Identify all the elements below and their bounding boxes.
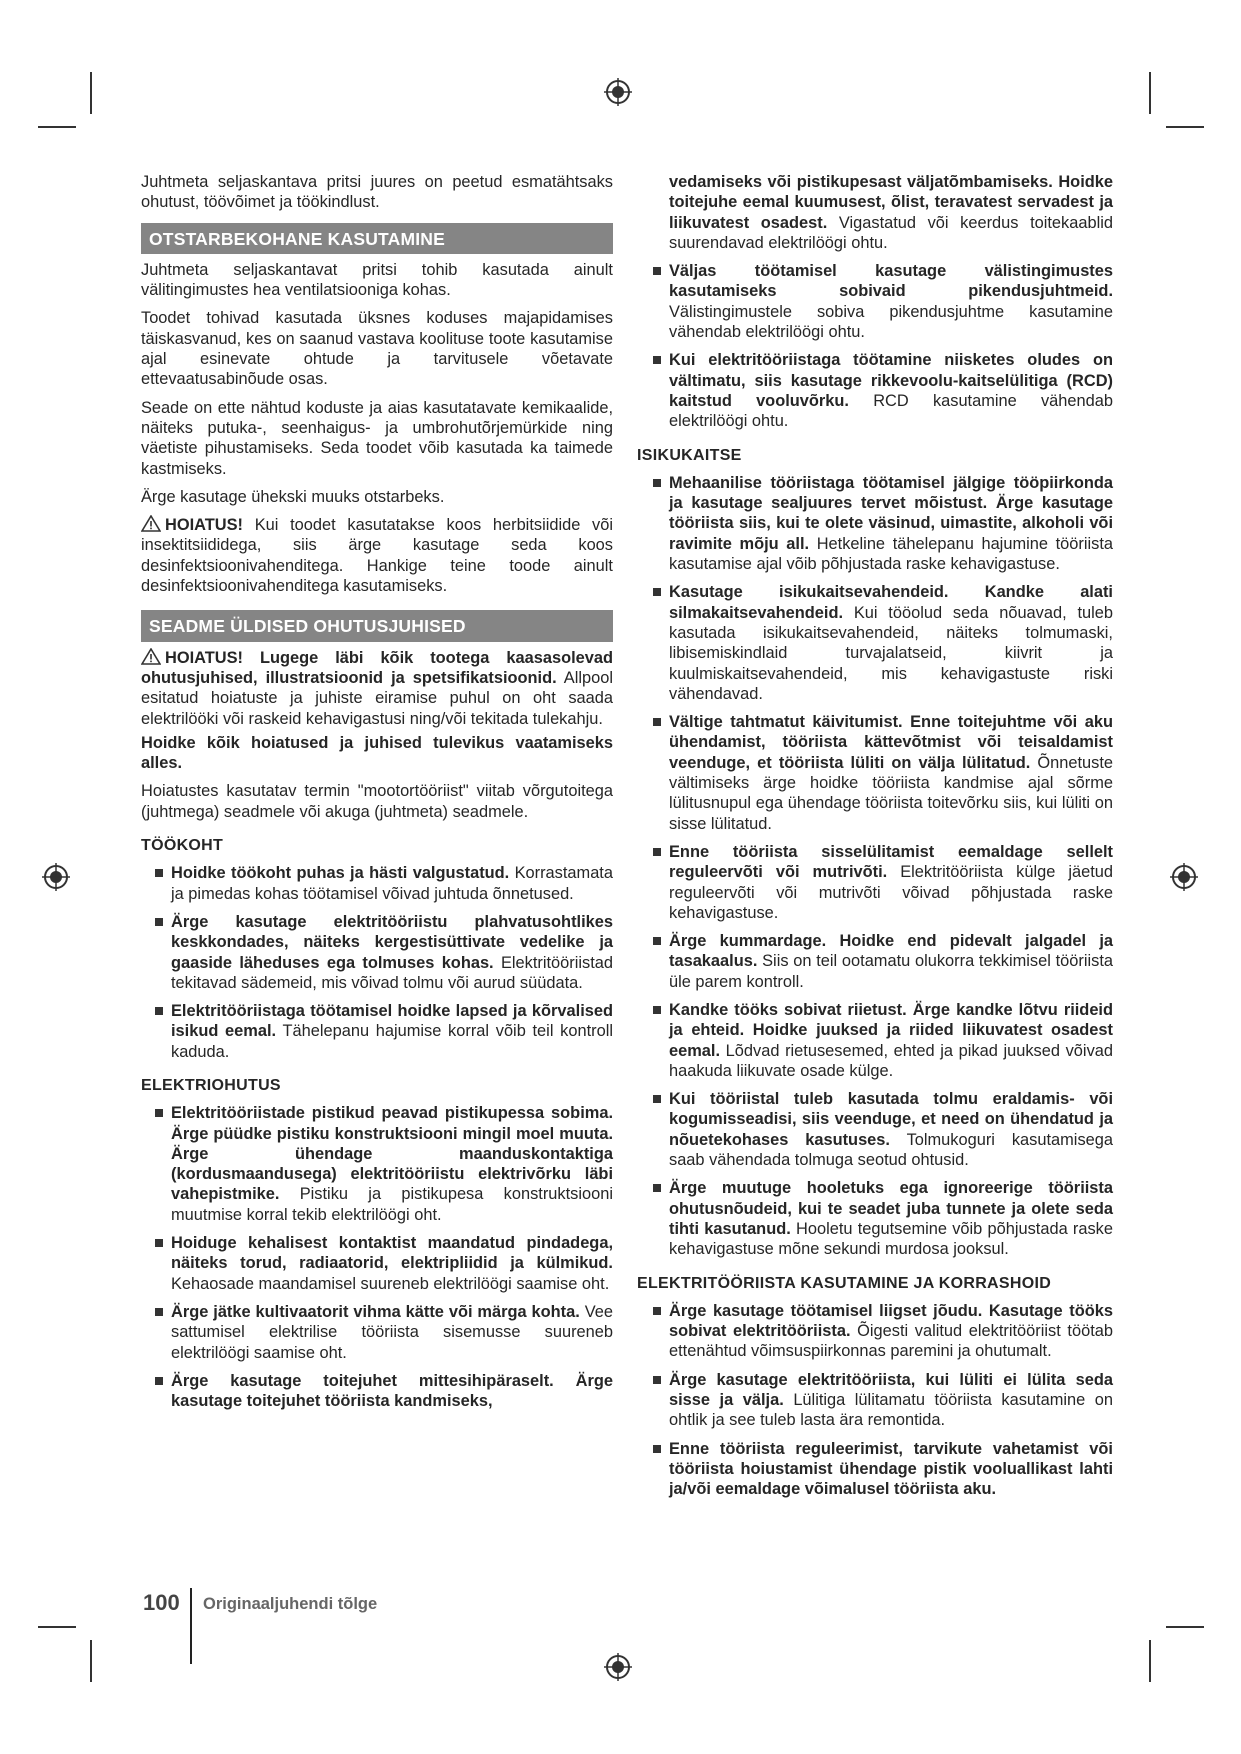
item-text: Õnnetuste vältimiseks ärge hoidke tööriista kandmise ajal sõrme lülitusnupul ega ühendage tööriista toitevõrku siis, kui lüliti on sisse lülitatud.: [669, 753, 1113, 833]
list-item: [637, 582, 1113, 704]
left-column: [141, 172, 613, 1419]
crop-mark: [90, 72, 92, 114]
warning-triangle-icon: [141, 648, 161, 665]
item-bold: Ärge kasutage elektritööriistu plahvatusohtlikes keskkondades, näiteks kergestisüttivate vedelike ja gaaside läheduses ega tolmuses kohas.: [171, 912, 613, 972]
paragraph: Hoiatustes kasutatav termin "mootortööriist" viitab võrgutoitega (juhtmega) seadmele või akuga (juhtmeta) seadmele.: [141, 782, 613, 821]
item-text: Lülitiga lülitamatu tööriista kasutamine on ohtlik ja see tuleb lasta ära remontida.: [669, 1391, 1113, 1430]
warning-label: HOIATUS!: [165, 516, 243, 535]
list-item: [637, 1370, 1113, 1431]
crop-mark: [90, 1640, 92, 1682]
item-text: Hooletu tegutsemine võib põhjustada raske kehavigastuse mõne sekundi murdosa jooksul.: [669, 1219, 1113, 1259]
item-text: Vee sattumisel elektrilise tööriista sisemusse suureneb elektrilöögi saamise oht.: [171, 1302, 613, 1362]
item-bold: Ärge jätke kultivaatorit vihma kätte või märga kohta.: [171, 1302, 580, 1321]
item-text: Välistingimustele sobiva pikendusjuhtme kasutamine vähendab elektrilöögi ohtu.: [669, 302, 1113, 342]
subheading-electrical-safety: ELEKTRIOHUTUS: [141, 1076, 281, 1094]
list-item: [141, 1371, 613, 1412]
list-item: [141, 1302, 613, 1363]
crop-mark: [1149, 1640, 1151, 1682]
registration-mark-icon: [1169, 862, 1199, 892]
item-bold: Ärge muutuge hooletuks ega ignoreerige tööriista ohutusnõudeid, kui te seadet juba tunnete ja olete seda tihti kasutanud.: [669, 1179, 1113, 1238]
paragraph: Juhtmeta seljaskantavat pritsi tohib kasutada ainult välitingimustes hea ventilatsiooniga kohas.: [141, 260, 613, 300]
warning-triangle-icon: [141, 515, 161, 532]
keep-instructions: [141, 733, 613, 774]
subheading-tool-use: ELEKTRITÖÖRIISTA KASUTAMINE JA KORRASHOID: [637, 1274, 1052, 1292]
section-heading-general-safety: SEADME ÜLDISED OHUTUSJUHISED: [141, 610, 613, 641]
crop-mark: [1149, 72, 1151, 114]
keep-instructions-text: Hoidke kõik hoiatused ja juhised tulevikus vaatamiseks alles.: [141, 733, 613, 773]
list-item: [637, 350, 1113, 431]
item-text: Pistiku ja pistikupesa konstruktsiooni muutmise korral tekib elektrilöögi oht.: [171, 1185, 613, 1224]
paragraph: Seade on ette nähtud koduste ja aias kasutatavate kemikaalide, näiteks putuka-, seenhaigus- ja umbrohutõrjemürkide ning väetiste pihustamiseks. Seda toodet võib kasutada ka taimede kastmiseks.: [141, 398, 613, 478]
item-bold: Kui elektritööriistaga töötamine niisketes oludes on vältimatu, siis kasutage rikkevoolu-kaitselülitiga (RCD) kaitstud vooluvõrku.: [669, 351, 1113, 410]
list-item: [141, 863, 613, 904]
item-bold: Ärge kasutage toitejuhet mittesihipäraselt. Ärge kasutage toitejuhet tööriista kandmiseks,: [171, 1371, 613, 1411]
list-item: [637, 1000, 1113, 1081]
warning-label: HOIATUS! Lugege läbi kõik tootega kaasasolevad ohutusjuhised, illustratsioonid ja spetsifikatsioonid.: [141, 648, 613, 687]
item-text: Elektritööriista külge jäetud reguleervõti või mutrivõti võivad põhjustada raske kehavigastuse.: [669, 863, 1113, 922]
footer-divider: [190, 1588, 192, 1664]
item-text: Elektritööriistad tekitavad sädemeid, mis võivad tolmu või aurud süüdata.: [171, 953, 613, 992]
section-heading-intended-use: OTSTARBEKOHANE KASUTAMINE: [141, 223, 613, 254]
paragraph: Ärge kasutage ühekski muuks otstarbeks.: [141, 487, 445, 506]
item-bold: Ärge kasutage elektritööriista, kui lüliti ei lülita seda sisse ja välja.: [669, 1370, 1113, 1410]
item-bold: Mehaanilise tööriistaga töötamisel jälgige tööpiirkonda ja kasutage sealjuures tervet mõistust. Ärge kasutage tööriista siis, kui te olete väsinud, uimastite, alkoholi või ravimite mõju all.: [669, 473, 1113, 553]
item-bold: Ärge kummardage. Hoidke end pidevalt jalgadel ja tasakaalus.: [669, 932, 1113, 971]
warning-text: Kui toodet kasutatakse koos herbitsiidide või insektitsiididega, siis ärge kasutage seda koos desinfektsioonivahenditega. Hankige teine toode ainult desinfektsioonivahenditega kasutamiseks.: [141, 516, 613, 596]
item-bold: vedamiseks või pistikupesast väljatõmbamiseks. Hoidke toitejuhe eemal kuumusest, õlist, teravatest servadest ja liikuvatest osadest.: [669, 173, 1113, 232]
item-text: RCD kasutamine vähendab elektrilöögi ohtu.: [669, 391, 1113, 431]
list-item: [637, 473, 1113, 574]
item-text: Siis on teil ootamatu olukorra tekkimisel tööriista üle parem kontroll.: [669, 952, 1113, 991]
item-text: Korrastamata ja pimedas kohas töötamisel võivad juhtuda õnnetused.: [171, 864, 613, 903]
list-item: [141, 1001, 613, 1062]
item-bold: Hoiduge kehalisest kontaktist maandatud pindadega, näiteks torud, radiaatorid, elektripliidid ja külmikud.: [171, 1234, 613, 1273]
continued-item: [637, 172, 1113, 253]
item-bold: Kandke tööks sobivat riietust. Ärge kandke lõtvu riideid ja ehteid. Hoidke juuksed ja riided liikuvatest osadest eemal.: [669, 1000, 1113, 1060]
list-item: [637, 712, 1113, 834]
paragraph: Toodet tohivad kasutada üksnes koduses majapidamises täiskasvanud, kes on saanud vastava koolituse toote kasutamise ajal esinevate ohtude ja tarvitusele võetavate ettevaatusabinõude osas.: [141, 309, 613, 389]
warning-paragraph: [141, 515, 613, 596]
list-item: [637, 842, 1113, 923]
item-text: Õigesti valitud elektritööriist töötab ettenähtud võimsuspiirkonnas paremini ja ohutumalt.: [669, 1322, 1113, 1361]
item-text: Kehaosade maandamisel suureneb elektrilöögi saamise oht.: [171, 1274, 610, 1293]
item-bold: Elektritööriistade pistikud peavad pistikupessa sobima. Ärge püüdke pistiku konstruktsiooni mingil moel muuta. Ärge ühendage maanduskontaktiga (kordusmaandusega) elektritööriistu elektrivõrku läbi vahepistmike.: [171, 1104, 613, 1204]
item-bold: Kasutage isikukaitsevahendeid. Kandke alati silmakaitsevahendeid.: [669, 583, 1113, 622]
subheading-personal-safety: ISIKUKAITSE: [637, 446, 742, 464]
list-item: [637, 1089, 1113, 1170]
list-item: [637, 261, 1113, 342]
right-column: [637, 172, 1113, 1508]
item-bold: Enne tööriista reguleerimist, tarvikute vahetamist või tööriista hoiustamist ühendage pistik vooluallikast lahti ja/või eemaldage võimalusel tööriista aku.: [669, 1439, 1113, 1499]
item-bold: Hoidke töökoht puhas ja hästi valgustatud.: [171, 864, 510, 883]
item-bold: Väljas töötamisel kasutage välistingimustes kasutamiseks sobivaid pikendusjuhtmeid.: [669, 262, 1113, 301]
crop-mark: [1166, 1626, 1204, 1628]
item-bold: Elektritööriistaga töötamisel hoidke lapsed ja kõrvalised isikud eemal.: [171, 1002, 613, 1041]
item-text: Tolmukoguri kasutamisega saab vähendada tolmuga seotud ohtusid.: [669, 1130, 1113, 1170]
warning-text: Allpool esitatud hoiatuste ja juhiste eiramise puhul on oht saada elektrilööki või raskeid kehavigastusi ning/või tekitada tulekahju.: [141, 668, 613, 728]
crop-mark: [38, 1626, 76, 1628]
intro-paragraph: Juhtmeta seljaskantava pritsi juures on peetud esmatähtsaks ohutust, töövõimet ja töökindlust.: [141, 173, 613, 212]
list-item: [637, 1439, 1113, 1500]
item-text: Hetkeline tähelepanu hajumine tööriista kasutamise ajal võib põhjustada raske kehavigastuse.: [669, 534, 1113, 574]
item-text: Kui tööolud seda nõuavad, tuleb kasutada isikukaitsevahendeid, näiteks tolmumaski, libisemiskindlaid turvajalatseid, kiivrit ja kuulmiskaitsevahendeid, mis kehavigastuste riski vähendavad.: [669, 603, 1113, 703]
list-item: [141, 1103, 613, 1225]
crop-mark: [1166, 126, 1204, 128]
registration-mark-icon: [603, 1652, 633, 1682]
item-text: Tähelepanu hajumise korral võib teil kontroll kaduda.: [171, 1022, 613, 1061]
page-number: 100: [143, 1590, 180, 1615]
footer-text: Originaaljuhendi tõlge: [203, 1595, 378, 1613]
list-item: [637, 1301, 1113, 1362]
item-bold: Enne tööriista sisselülitamist eemaldage sellelt reguleervõti või mutrivõti.: [669, 842, 1113, 882]
warning-paragraph: [141, 648, 613, 729]
item-text: Vigastatud või keerdus toitekaablid suurendavad elektrilöögi ohtu.: [669, 213, 1113, 252]
registration-mark-icon: [41, 862, 71, 892]
item-bold: Ärge kasutage töötamisel liigset jõudu. Kasutage tööks sobivat elektritööriista.: [669, 1301, 1113, 1341]
item-bold: Vältige tahtmatut käivitumist. Enne toitejuhtme või aku ühendamist, tööriista kättevõtmist või teisaldamist veenduge, et tööriista lüliti on välja lülitatud.: [669, 713, 1113, 772]
list-item: [141, 1233, 613, 1294]
item-bold: Kui tööriistal tuleb kasutada tolmu eraldamis- või kogumisseadisi, siis veenduge, et need on ühendatud ja nõuetekohases kasutuses.: [669, 1090, 1113, 1149]
subheading-work-area: TÖÖKOHT: [141, 837, 224, 855]
crop-mark: [38, 126, 76, 128]
list-item: [637, 1178, 1113, 1259]
registration-mark-icon: [603, 77, 633, 107]
item-text: Lõdvad rietusesemed, ehted ja pikad juuksed võivad haakuda liikuvate osade külge.: [669, 1041, 1113, 1080]
list-item: [141, 912, 613, 993]
list-item: [637, 931, 1113, 992]
